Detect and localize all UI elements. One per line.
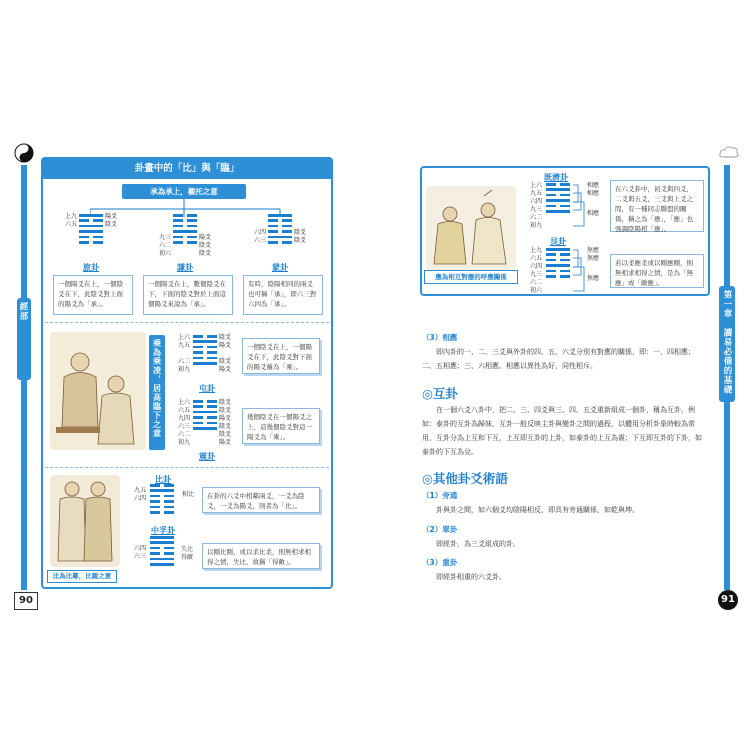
- zhen-right-1: 陰爻: [219, 399, 232, 406]
- gen-tags: [587, 247, 599, 283]
- meng-right-1: 陰爻: [294, 229, 307, 236]
- divider-1: [45, 322, 329, 323]
- zhen-label-1: 上六: [177, 399, 190, 406]
- xiangying-heading: （3）相應: [422, 333, 458, 342]
- gen-brackets: [572, 247, 586, 297]
- zhen-label-4: 六三: [177, 423, 190, 430]
- right-side-tab-text: 第一章 讀易必備的基礎: [722, 290, 732, 395]
- lu-right-1: 陽爻: [105, 213, 118, 220]
- zhongfu-hexagram: [150, 536, 174, 568]
- meng-note: 有時，陰陽相同的兩爻也可稱「承」，即六三對六四為「承」。: [243, 275, 323, 315]
- zhongfu-label-1: 六四: [133, 545, 146, 552]
- gen-tag-2: 無應: [587, 255, 600, 262]
- jiji-name: 既濟卦: [544, 173, 568, 182]
- left-side-tab-text: 圖解易經的智慧．經部: [18, 302, 40, 378]
- box-title: 卦畫中的「比」與「臨」: [43, 159, 331, 179]
- bi-hexagram: [150, 484, 174, 516]
- zhen-right-6: 陽爻: [219, 439, 232, 446]
- zhun-label-4: 初九: [177, 366, 190, 373]
- meng-label-2: 六三: [253, 237, 266, 244]
- jiji-label-3: 六四: [529, 198, 542, 205]
- sitting-figures-illustration: [50, 332, 146, 450]
- jiji-labels: [524, 182, 542, 230]
- cheng-vertical-banner: [149, 335, 165, 450]
- zhun-label-1: 上六: [177, 334, 190, 341]
- qian-right-3: 陰爻: [199, 250, 212, 257]
- right-page-number: 91: [718, 590, 738, 610]
- xiangying-body: 即內卦的一、二、三爻與外卦的四、五、六爻分別有對應的關係，即：一、四相應；二、五相應；三、六相應。相應以異性為好，同性相斥。: [422, 348, 695, 370]
- qian-name: 謙卦: [177, 263, 193, 272]
- right-side-tab: [719, 286, 735, 402]
- qian-right-1: 陽爻: [199, 234, 212, 241]
- hugua-heading: ◎互卦: [422, 386, 458, 401]
- zhongfu-label-2: 六三: [133, 553, 146, 560]
- cloud-ornament-icon: [717, 143, 741, 161]
- zhongfu-note: 以剛比剛，或以柔比柔，則無相求相得之情，失比，故稱「得敵」。: [202, 543, 320, 569]
- zhongfu-name: 中孚卦: [151, 526, 175, 535]
- zhun-label-3: 六二: [177, 358, 190, 365]
- lu-name: 旅卦: [83, 263, 99, 272]
- yin-yang-icon: [14, 143, 34, 163]
- bi-name: 比卦: [155, 475, 171, 484]
- gen-label-1: 上九: [529, 247, 542, 254]
- gen-note: 若以柔應柔或以剛應剛，則無相求相得之情，是為「無應」或「敵應」。: [610, 254, 704, 288]
- cheng-vertical-text: 乘為乘凌，居高臨下之意: [152, 339, 162, 438]
- jiji-tags: [587, 182, 599, 218]
- zhen-label-6: 初九: [177, 439, 190, 446]
- zhen-right-3: 陽爻: [219, 415, 232, 422]
- zhen-right-5: 陰爻: [219, 431, 232, 438]
- gen-label-5: 六二: [529, 279, 542, 286]
- meng-right-labels: [294, 229, 306, 245]
- lu-label-1: 上九: [64, 213, 77, 220]
- lu-note: 一個陽爻在上，一個陰爻在下，此陰爻對上面的陽爻為「承」。: [53, 275, 133, 315]
- jiji-note: 在六爻卦中，初爻與四爻，二爻與五爻，三爻與上爻之間，有一種同志聯盟的關係，稱之為「應」，「應」也強調陰陽相「應」。: [610, 180, 704, 232]
- jiji-tag-2: 相應: [587, 190, 600, 197]
- zhun-note: 一個陰爻在上，一個陽爻在下，此陰爻對下面的陽爻稱為「乘」。: [242, 338, 320, 374]
- bi-caption: 比為比鄰，比親之意: [47, 570, 117, 583]
- ying-caption: 應為相互對應的呼應關係: [424, 270, 518, 284]
- divider-2: [45, 467, 329, 468]
- standing-figures-drawing: [50, 475, 120, 567]
- qian-label-1: 九三: [158, 234, 171, 241]
- gen-name: 艮卦: [550, 237, 566, 246]
- jiji-label-4: 九三: [529, 206, 542, 213]
- zhun-right-1: 陰爻: [219, 334, 232, 341]
- meng-left-labels: [248, 229, 266, 245]
- zhen-label-3: 九四: [177, 415, 190, 422]
- lu-left-labels: [59, 213, 77, 229]
- gen-tag-3: 無應: [587, 275, 600, 282]
- meng-hexagram: [268, 214, 292, 246]
- zhen-right-labels: [219, 399, 231, 447]
- standing-figures-illustration: [50, 475, 120, 567]
- gen-labels: [524, 247, 542, 295]
- jiji-label-1: 上六: [529, 182, 542, 189]
- zhen-label-2: 六五: [177, 407, 190, 414]
- qian-right-2: 陰爻: [199, 242, 212, 249]
- zhongfu-left-labels: [128, 545, 146, 561]
- bi-label-1: 九五: [133, 487, 146, 494]
- pangtong-body: 卦與卦之間，如六個爻均陰陽相反，即具有旁通關係，如乾與坤。: [436, 506, 639, 514]
- chonggua-heading: （3）重卦: [422, 558, 458, 567]
- qian-right-labels: [199, 234, 211, 258]
- pangtong-heading: （1）旁通: [422, 491, 458, 500]
- zhun-name: 屯卦: [199, 384, 215, 393]
- cheng-banner: 承為承上，襯托之意: [122, 184, 246, 199]
- qian-left-labels: [153, 234, 171, 258]
- other-heading: ◎其他卦爻術語: [422, 471, 508, 486]
- zhen-left-labels: [172, 399, 190, 447]
- meng-name: 蒙卦: [272, 263, 288, 272]
- zhun-right-3: 陰爻: [219, 358, 232, 365]
- zhun-right-labels: [219, 334, 231, 374]
- zhun-left-labels: [172, 334, 190, 374]
- bi-left-labels: [128, 487, 146, 503]
- zhongfu-tag: 失比 得敵: [181, 546, 194, 561]
- bi-label-2: 六四: [133, 495, 146, 502]
- jiji-label-5: 六二: [529, 214, 542, 221]
- left-page-number: 90: [14, 592, 38, 610]
- chonggua-body: 即經卦相重的六爻卦。: [436, 573, 506, 581]
- zhen-right-4: 陰爻: [219, 423, 232, 430]
- jiji-tag-3: 相應: [587, 210, 600, 217]
- zhun-right-2: 陽爻: [219, 342, 232, 349]
- dangua-body: 即經卦，為三爻組成的卦。: [436, 540, 520, 548]
- zhun-label-2: 九五: [177, 342, 190, 349]
- jiji-label-6: 初九: [529, 222, 542, 229]
- meng-right-2: 陰爻: [294, 237, 307, 244]
- lu-hexagram: [79, 214, 103, 246]
- lu-right-labels: [105, 213, 117, 229]
- gen-hexagram: [546, 248, 570, 280]
- zhen-note: 幾個陰爻在一個陽爻之上，這幾個陰爻對這一陽爻為「乘」。: [242, 408, 320, 444]
- qian-hexagram: [173, 214, 197, 246]
- zhen-hexagram: [193, 400, 217, 432]
- zhun-hexagram: [193, 335, 217, 367]
- gen-label-6: 初六: [529, 287, 542, 294]
- meng-label-1: 六四: [253, 229, 266, 236]
- hugua-body: 在一個六爻八卦中，把二、三、四爻與三、四、五爻重新組成一個卦，稱為互卦，例如：泰卦的互卦為歸妹，互卦一般反映主卦與變卦之間的過程，以體用分析卦象時較為常用，互卦分為上互和下互，上互即互卦的上卦，如泰卦的上互為震；下互即互卦的下卦，如泰卦的下互為兌。: [422, 406, 702, 456]
- jiji-hexagram: [546, 183, 570, 215]
- zhen-name: 震卦: [199, 452, 215, 461]
- qian-label-2: 六二: [158, 242, 171, 249]
- qian-note: 一個陽爻在上，數個陰爻在下，下面的陰爻對於上面這個陽爻來說為「承」。: [143, 275, 233, 315]
- jiji-label-2: 九五: [529, 190, 542, 197]
- dangua-heading: （2）單卦: [422, 525, 458, 534]
- gen-label-2: 六五: [529, 255, 542, 262]
- gen-tag-1: 無應: [587, 247, 600, 254]
- ying-illustration: [426, 186, 516, 270]
- ying-figures-drawing: [426, 186, 516, 270]
- gen-label-3: 六四: [529, 263, 542, 270]
- gen-label-4: 九三: [529, 271, 542, 278]
- bi-note: 在卦的六爻中相鄰兩爻，一爻為陰爻，一爻為陽爻，則者為「比」。: [202, 487, 320, 513]
- jiji-brackets: [572, 182, 586, 232]
- qian-label-3: 初六: [158, 250, 171, 257]
- lu-right-2: 陰爻: [105, 221, 118, 228]
- jiji-tag-1: 相應: [587, 182, 600, 189]
- left-side-tab: [17, 298, 40, 380]
- zhun-right-4: 陽爻: [219, 366, 232, 373]
- bi-tag: 相比: [182, 491, 195, 498]
- figures-drawing: [50, 332, 146, 450]
- zhen-right-2: 陰爻: [219, 407, 232, 414]
- zhen-label-5: 六二: [177, 431, 190, 438]
- lu-label-2: 六五: [64, 221, 77, 228]
